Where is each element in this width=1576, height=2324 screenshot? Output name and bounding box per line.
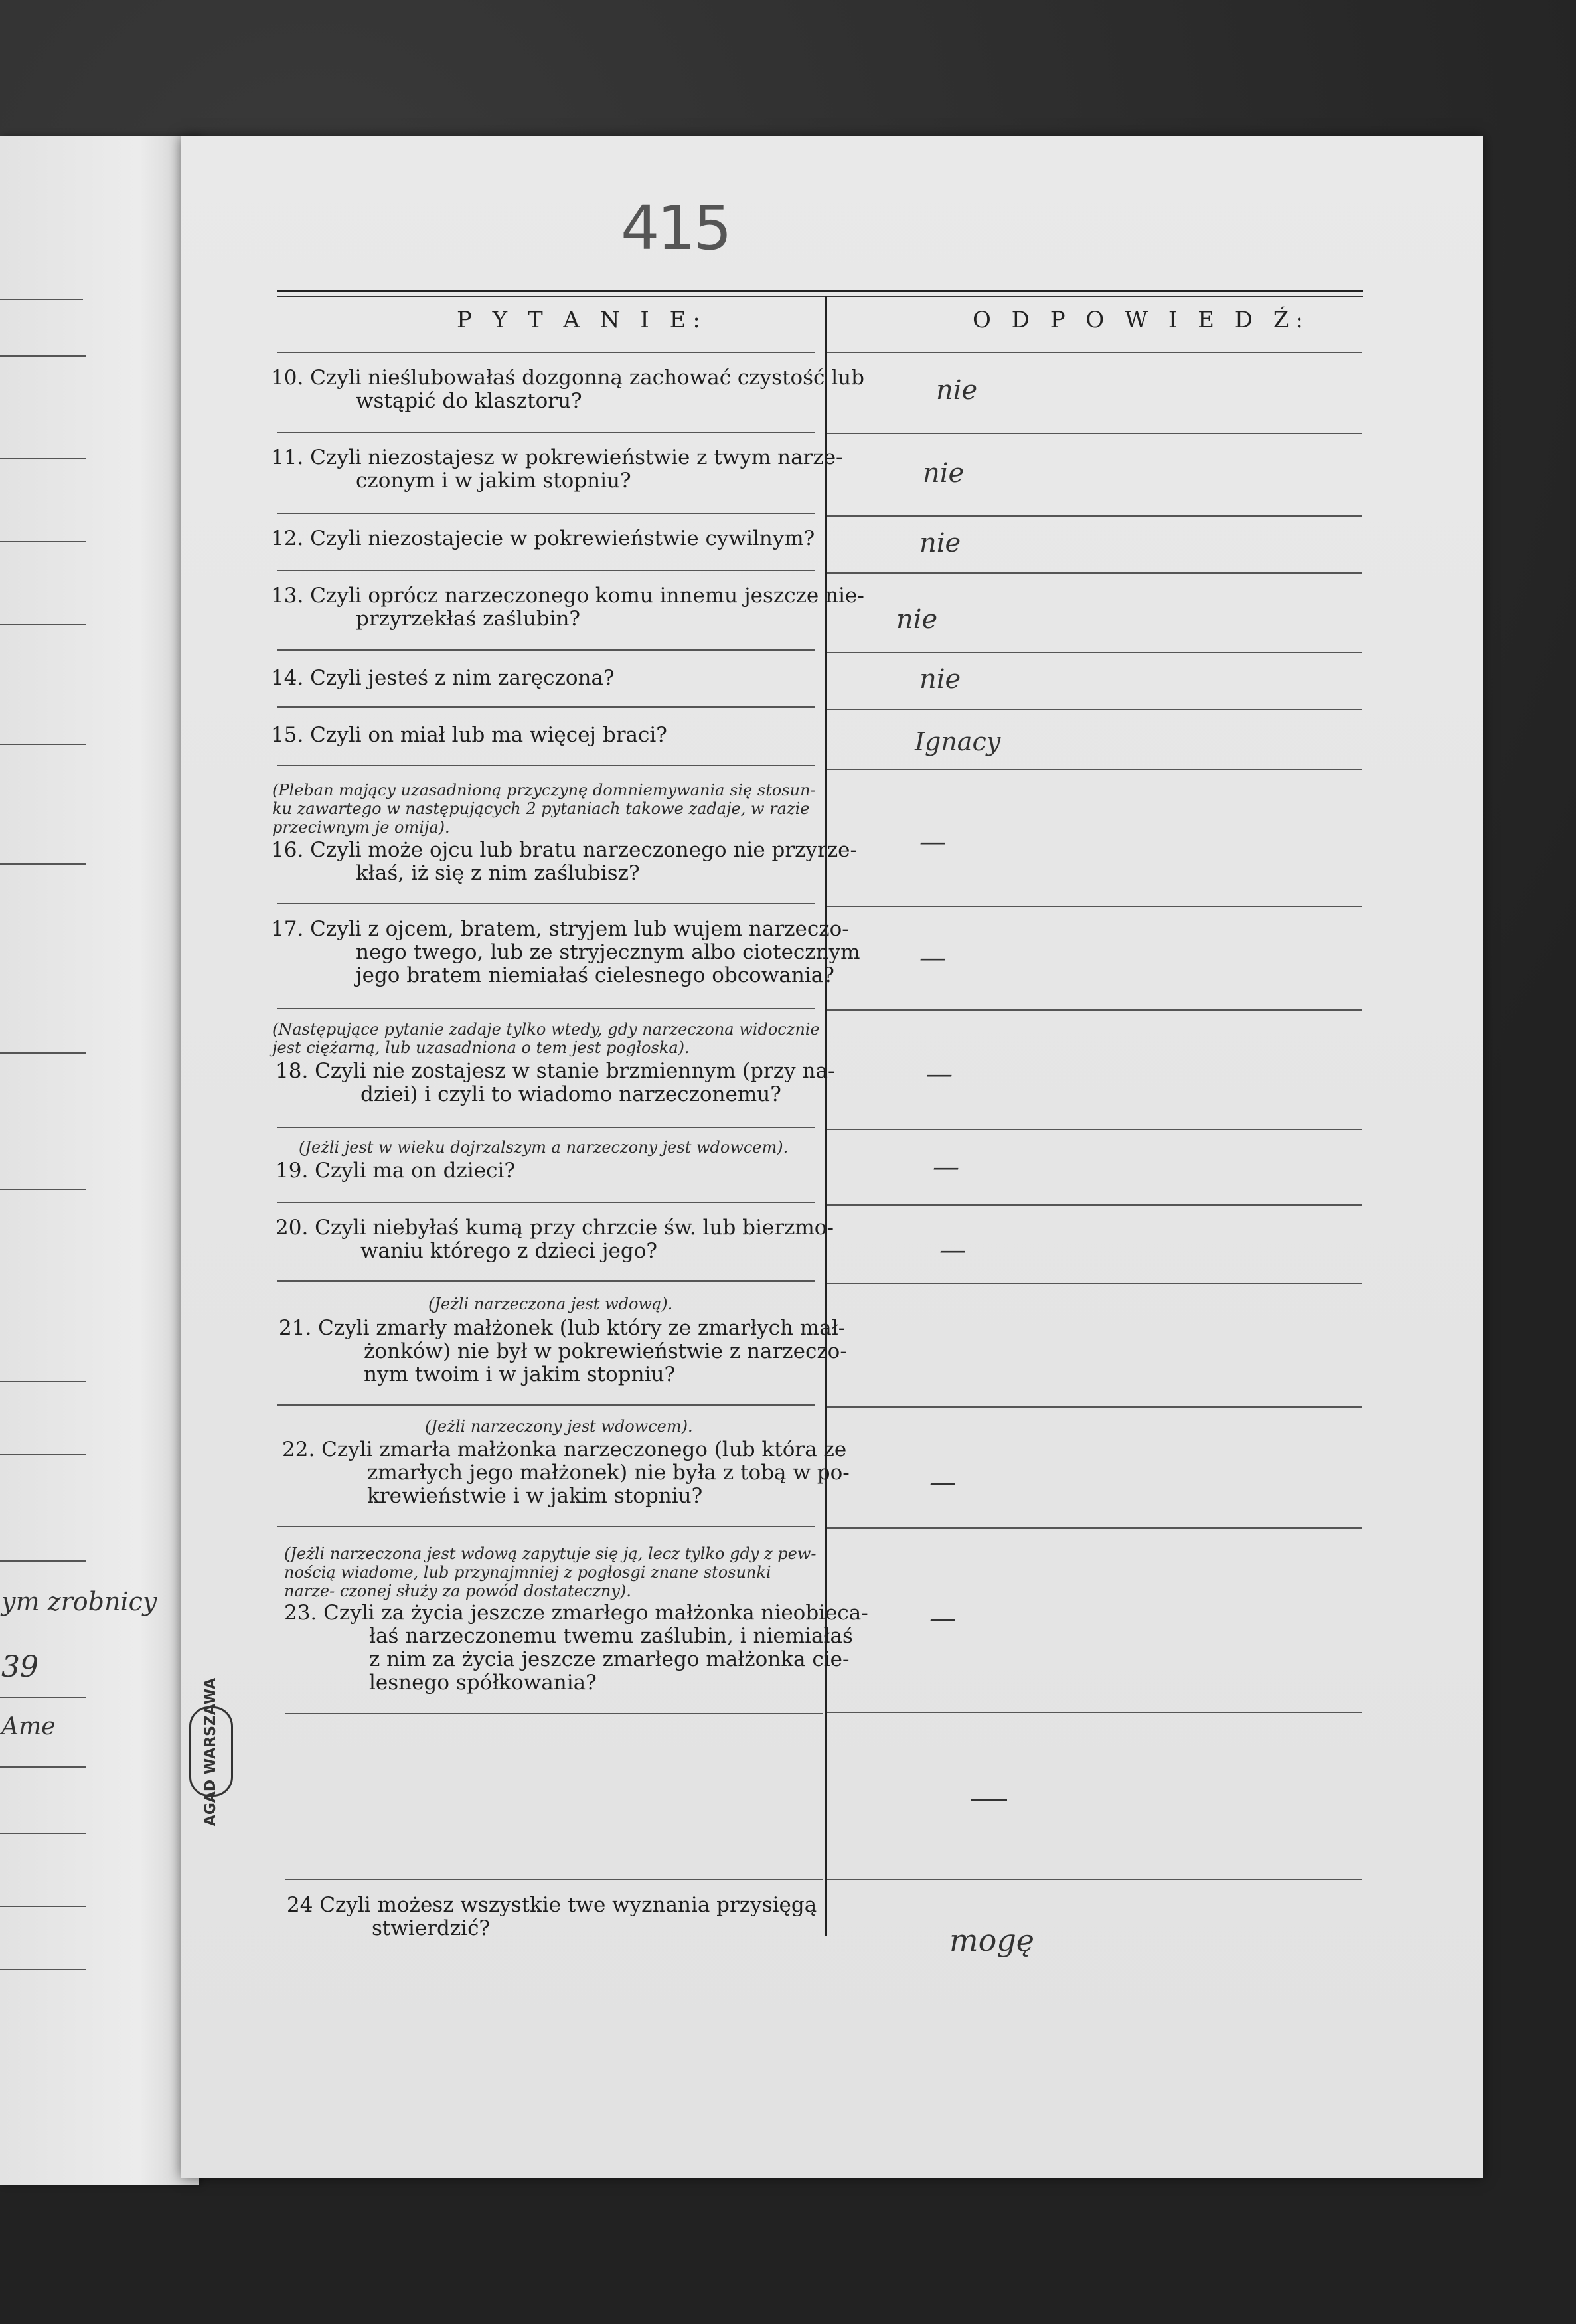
question-text-cont: zmarłych jego małżonek) nie była z tobą w po- xyxy=(367,1461,850,1485)
left-handwriting: ym zrobnicy xyxy=(1,1587,157,1616)
row-rule xyxy=(277,649,815,651)
question-20 xyxy=(276,1216,834,1263)
answer-rule xyxy=(827,1406,1362,1408)
left-page-rule xyxy=(0,744,86,745)
question-text: Czyli może ojcu lub bratu narzeczonego nie przyrze- xyxy=(310,838,858,862)
question-text: Czyli zmarła małżonka narzeczonego (lub która ze xyxy=(321,1438,847,1461)
question-number: 11. xyxy=(271,446,304,469)
answer-column-header: O D P O W I E D Ź: xyxy=(973,307,1310,333)
left-page-rule xyxy=(0,299,83,300)
instruction-note: (Następujące pytanie zadaje tylko wtedy, gdy narzeczona widocznie jest ciężarną, lub uzasadniona o tem jest pogłoska). xyxy=(272,1020,820,1057)
question-text-cont: dziei) i czyli to wiadomo narzeczonemu? xyxy=(360,1082,781,1106)
question-number: 12. xyxy=(271,527,304,550)
question-text: Czyli jesteś z nim zaręczona? xyxy=(310,666,615,690)
question-23 xyxy=(284,1602,868,1695)
question-text: Czyli nieślubowałaś dozgonną zachować czystość lub xyxy=(310,366,864,390)
row-rule xyxy=(277,1404,815,1406)
question-number: 17. xyxy=(271,917,304,941)
left-handwriting: 39 xyxy=(1,1650,39,1684)
row-rule xyxy=(277,1202,815,1203)
answer-13: nie xyxy=(896,604,938,635)
answer-rule xyxy=(827,652,1362,653)
question-text-cont: kłaś, iż się z nim zaślubisz? xyxy=(356,861,640,885)
left-page-rule xyxy=(0,1189,86,1190)
row-rule xyxy=(277,432,815,433)
question-number: 24 xyxy=(287,1893,313,1917)
question-number: 14. xyxy=(271,666,304,690)
question-number: 15. xyxy=(271,723,304,747)
question-text-cont: wstąpić do klasztoru? xyxy=(356,389,582,413)
question-17 xyxy=(271,918,860,987)
question-text-cont: z nim za życia jeszcze zmarłego małżonka cie- xyxy=(369,1647,850,1671)
answer-rule xyxy=(827,1527,1362,1529)
question-text: Czyli możesz wszystkie twe wyznania przysięgą xyxy=(319,1893,817,1917)
question-number: 13. xyxy=(271,584,304,608)
question-text-cont: przyrzekłaś zaślubin? xyxy=(356,607,581,631)
question-number: 19. xyxy=(276,1159,309,1183)
left-handwriting: Ame xyxy=(1,1713,56,1740)
question-text: Czyli za życia jeszcze zmarłego małżonka nieobieca- xyxy=(323,1601,868,1625)
question-text: Czyli z ojcem, bratem, stryjem lub wujem narzeczo- xyxy=(310,917,849,941)
instruction-note: (Jeżli narzeczony jest wdowcem). xyxy=(425,1417,693,1436)
question-12 xyxy=(271,527,815,550)
answer-17: — xyxy=(919,943,946,973)
question-text: Czyli niebyłaś kumą przy chrzcie św. lub bierzmo- xyxy=(315,1216,834,1240)
question-15 xyxy=(271,724,667,747)
question-number: 20. xyxy=(276,1216,309,1240)
answer-20: — xyxy=(939,1235,966,1266)
answer-rule xyxy=(827,1879,1362,1880)
answer-rule xyxy=(827,515,1362,517)
answer-12: nie xyxy=(919,528,961,558)
row-rule xyxy=(277,1280,815,1282)
answer-rule xyxy=(827,433,1362,434)
answer-rule xyxy=(827,1129,1362,1130)
question-text-cont: krewieństwie i w jakim stopniu? xyxy=(367,1484,703,1508)
question-text-cont: żonków) nie był w pokrewieństwie z narzeczo- xyxy=(364,1339,847,1363)
question-text-cont: stwierdzić? xyxy=(372,1916,491,1940)
left-page-rule xyxy=(0,458,86,459)
question-text: Czyli on miał lub ma więcej braci? xyxy=(310,723,667,747)
question-21 xyxy=(279,1317,847,1386)
question-text: Czyli zmarły małżonek (lub który ze zmarłych mał- xyxy=(318,1316,846,1340)
answer-23: — xyxy=(929,1604,956,1634)
answer-15: Ignacy xyxy=(915,727,1001,756)
question-text: Czyli ma on dzieci? xyxy=(315,1159,515,1183)
answer-rule xyxy=(827,1712,1362,1713)
instruction-note: (Jeżli jest w wieku dojrzalszym a narzeczony jest wdowcem). xyxy=(299,1138,789,1157)
question-text: Czyli oprócz narzeczonego komu innemu jeszcze nie- xyxy=(310,584,864,608)
row-rule xyxy=(277,570,815,571)
question-text-cont: łaś narzeczonemu twemu zaślubin, i niemiałaś xyxy=(369,1624,853,1648)
left-page-rule xyxy=(0,541,86,542)
instruction-note: (Jeżli narzeczona jest wdową zapytuje się ją, lecz tylko gdy z pew- nością wiadome, lub przynajmniej z pogłosgi znane stosunki narze- czonej służy za powód dostateczny). xyxy=(284,1544,817,1600)
answer-19: — xyxy=(933,1152,959,1183)
question-10 xyxy=(271,367,864,413)
question-text: Czyli niezostajesz w pokrewieństwie z twym narze- xyxy=(310,446,843,469)
left-page-rule xyxy=(0,1697,86,1698)
row-rule xyxy=(277,903,815,904)
question-11 xyxy=(271,446,843,493)
answer-rule xyxy=(827,352,1362,353)
row-rule xyxy=(277,1127,815,1128)
left-page-rule xyxy=(0,863,86,865)
question-14 xyxy=(271,667,615,690)
row-rule xyxy=(277,1008,815,1009)
question-13 xyxy=(271,584,864,631)
question-text: Czyli niezostajecie w pokrewieństwie cywilnym? xyxy=(310,527,815,550)
form-page xyxy=(181,136,1483,2178)
answer-rule xyxy=(827,1009,1362,1011)
answer-rule xyxy=(827,1283,1362,1284)
question-24 xyxy=(287,1894,817,1940)
left-page-rule xyxy=(0,1766,86,1768)
row-rule xyxy=(277,765,815,766)
stamp-text: AGAD WARSZAWA xyxy=(202,1677,220,1826)
header-rule xyxy=(277,290,1363,292)
left-page-rule xyxy=(0,1052,86,1054)
question-number: 23. xyxy=(284,1601,317,1625)
archive-stamp xyxy=(189,1677,233,1826)
answer-rule xyxy=(827,769,1362,770)
left-page-rule xyxy=(0,1454,86,1455)
row-rule xyxy=(285,1879,823,1880)
left-page-rule xyxy=(0,1833,86,1834)
question-text-cont: czonym i w jakim stopniu? xyxy=(356,469,631,493)
answer-rule xyxy=(827,709,1362,710)
question-text-cont: waniu którego z dzieci jego? xyxy=(360,1239,657,1263)
left-facing-page xyxy=(0,136,199,2185)
row-rule xyxy=(285,1713,823,1714)
question-text-cont: nego twego, lub ze stryjecznym albo ciotecznym xyxy=(356,940,860,964)
answer-16: — xyxy=(919,827,946,857)
left-page-rule xyxy=(0,1969,86,1970)
question-19 xyxy=(276,1159,515,1183)
row-rule xyxy=(277,513,815,514)
row-rule xyxy=(277,352,815,353)
question-text-cont: jego bratem niemiałaś cielesnego obcowania? xyxy=(356,963,834,987)
question-number: 16. xyxy=(271,838,304,862)
question-16 xyxy=(271,839,857,885)
answer-rule xyxy=(827,906,1362,907)
answer-22: — xyxy=(929,1467,956,1498)
question-22 xyxy=(282,1438,850,1508)
answer-10: nie xyxy=(936,375,978,406)
question-text: Czyli nie zostajesz w stanie brzmiennym (przy na- xyxy=(315,1059,835,1083)
answer-18: — xyxy=(926,1059,953,1090)
answer-rule xyxy=(827,572,1362,574)
question-text-cont: lesnego spółkowania? xyxy=(369,1671,597,1695)
instruction-note: (Pleban mający uzasadnioną przyczynę domniemywania się stosun- ku zawartego w następujących 2 pytaniach takowe zadaje, w razie przeciwnym je omija). xyxy=(272,781,816,837)
left-page-rule xyxy=(0,1381,86,1382)
answer-14: nie xyxy=(919,664,961,695)
question-number: 21. xyxy=(279,1316,312,1340)
left-page-rule xyxy=(0,1560,86,1562)
left-page-rule xyxy=(0,355,86,357)
question-column-header: P Y T A N I E: xyxy=(457,307,707,333)
question-number: 18. xyxy=(276,1059,309,1083)
question-text-cont: nym twoim i w jakim stopniu? xyxy=(364,1363,676,1386)
answer-dash xyxy=(971,1799,1007,1801)
page-number: 415 xyxy=(621,193,730,264)
header-rule xyxy=(277,296,1363,297)
left-page-rule xyxy=(0,624,86,625)
question-18 xyxy=(276,1060,834,1106)
row-rule xyxy=(277,706,815,708)
answer-24: mogę xyxy=(949,1922,1034,1958)
row-rule xyxy=(277,1526,815,1527)
instruction-note: (Jeżli narzeczona jest wdową). xyxy=(428,1295,673,1313)
question-number: 22. xyxy=(282,1438,315,1461)
answer-11: nie xyxy=(923,458,965,489)
answer-rule xyxy=(827,1204,1362,1206)
question-number: 10. xyxy=(271,366,304,390)
left-page-rule xyxy=(0,1906,86,1907)
